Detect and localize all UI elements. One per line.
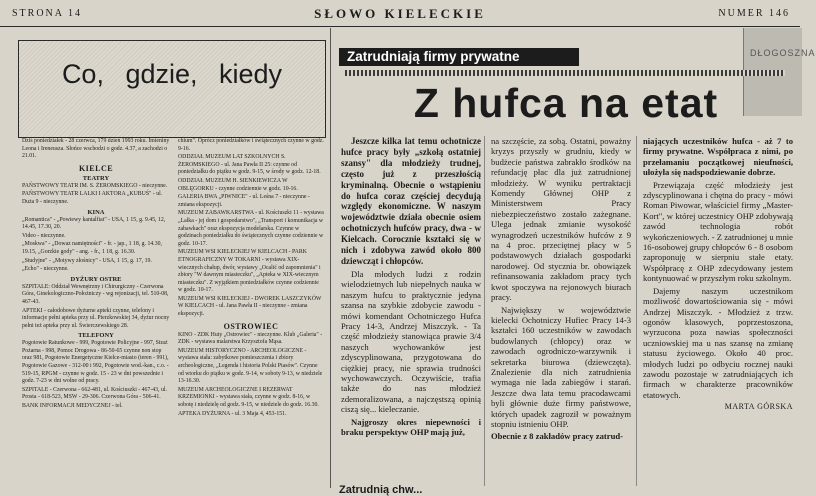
listing-item: Video - nieczynne. [22,232,66,239]
listings-header-box [18,40,326,138]
article-author: MARTA GÓRSKA [724,402,793,412]
article-paragraph: niających uczestników hufca - aż 7 to firmy prywatne. Współpraca z nimi, po przełamaniu początkowej nieufności, ułożyła się nadspodziewanie dobrze. [643,136,793,178]
article-paragraph: na szczęście, za sobą. Ostatni, poważny kryzys przyszły w grudniu, kiedy w budżecie państwa zabrakło środków na refundację płac dla już zatrudnionej młodzieży. W wyniku pertraktacji Komendy Głównej OHP z Ministerstwem Pracy niebezpieczeństwo zostało zażegnane. Ulega jednak zmianie wysokość wynagrodzeń uczestników hufców z 9 na 4 proc. przeciętnej płacy w 5 podstawowych działach gospodarki narodowej. Od stycznia br. obowiązek refinansowania zakładom pracy tych kwot spoczywa na rejonowych biurach pracy. [491,136,631,303]
section-dyzury: DYŻURY OSTRE [70,275,122,283]
article-paragraph: Największy w województwie kielecki Ochotniczy Hufiec Pracy 14-3 kształci 160 uczestników w zawodach budowlanych (chłopcy) oraz w zawodach ogrodniczo-warzywnik i sekretarka biurowa (dziewczęta). Znalezienie dla nich zatrudnienia wymaga nie lada zabiegów i starań. Jeszcze dwa lata temu pracodawcami byli głównie duże firmy państwowe, których upadek zagroził w poważnym stopniu istnieniu OHP. [491,304,631,429]
section-teatry: TEATRY [82,174,110,182]
article-column-3 [643,136,793,411]
listing-item: GALERIA BWA „PIWNICE" - ul. Leśna 7 - nieczynne - zmiana ekspozycji. [178,194,310,208]
listing-item: PAŃSTWOWY TEATR IM. S. ŻEROMSKIEGO - nieczynne. [22,182,168,189]
article-kicker: Zatrudniają firmy prywatne [339,48,579,66]
article-paragraph: Przewiązaja część młodzieży jest zdyscyplinowana i chętna do pracy - mówi Roman Piwowar, właściciel firmy „Master-Kort", w której uczestnicy OHP zdobywają zawód technologia robót wykończeniowych. - Z zatrudnionej u mnie 16-osobowej grupy chłopców 6 - 8 osobom zaproponuję w sierpniu stałe etaty. Współpracę z OHP zdecydowany jestem kontynuować w przyszłym roku szkolnym. [643,179,793,284]
listing-item: MUZEUM WSI KIELECKIEJ - DWOREK LASZCZYKÓW W KIELCACH - ul. Jana Pawła II - nieczynne - zmiana ekspozycji. [178,295,322,318]
next-article-headline: Zatrudnią chw... [339,484,423,496]
listing-item: „Studyjne" - „Motywy złośnicy" - USA, 1 15, g. 17, 19. [22,257,152,264]
article-paragraph: Dajemy naszym uczestnikom możliwość dowartościowania się - mówi Andrzej Miszczyk. - Młodzież z trzw. ogonów klasowych, poprzestoszona, wyrzucona poza nawias społeczności uczniowskiej ma u nas szansę na zmianę statusu życiowego. Około 40 proc. młodych ludzi po odbyciu rocznej nauki zawodu pozostaje w zatrudniających ich firmach w charakterze pracowników etatowych. [643,285,793,400]
listing-item: MUZEUM HISTORYCZNO - ARCHEOLOGICZNE - wystawa stała: zabytkowe pomieszczenia i zbiory archeologiczne, „Legenda i historia Polski Piasów". Czynne od wtorku do piątku w godz. 9-14, w soboty 9-13, w niedziele 13-16.30. [178,347,323,385]
listing-item: ODDZIAŁ MUZEUM H. SIENKIEWICZA W OBLĘGORKU - czynne codziennie w godz. 10-16. [178,177,298,192]
section-kielce: KIELCE [78,163,114,173]
column-divider [636,136,637,486]
column-divider [484,136,485,486]
article-paragraph: Dla młodych ludzi z rodzin wielodzietnych lub niepełnych nauka w naszym hufcu to praktycznie jedyna szansa na szybkie zdobycie zawodu - mówi komendant Ochotniczego Hufca Pracy 14-3, Andrzej Miszczyk. - Ta część młodzieży stanowiąca prawie 3/4 naszych wychowanków jest zdyscyplinowana, przygotowana do ciężkiej pracy, nie sprawia trudności wychowawczych. Oczywiście, trafia także do nas młodzież zdemoralizowana, a najczęstszą opinią ciszą się... kieleczanie. [341,268,481,415]
page-number: STRONA 14 [12,8,82,19]
listings-subcolumn-1 [22,138,170,412]
article-title: Z hufca na etat [413,80,719,126]
article-lead: Jeszcze kilka lat temu ochotnicze hufce pracy były „szkołą ostatniej szansy" dla młodzieży trudnej, często już z przeszłością kryminalną. Obecnie o wstąpieniu do hufca coraz częściej decydują względy ekonomiczne. W naszym województwie działa obecnie osiem ochotniczych hufców pracy, dwa - w Kielcach. Corocznie kształci się w nich i zdobywa zawód około 800 dziewcząt i chłopców. [341,136,481,266]
listings-subcolumn-2 [178,138,324,419]
article-column-2 [491,136,631,444]
listing-item: SZPITALE: Oddział Wewnętrzny i Chirurgiczny - Czerwona Góra, Ginekologiczno-Położniczy - wg rejonizacji, tel. 510-08, 467-43. [22,283,169,305]
listing-item: KINO - ZDK Huty „Ostrowiec" - nieczynne. Klub „Galeria" - ZDK - wystawa malarstwa Krzysztofa Mąsa. [178,331,323,346]
article-paragraph: Obecnie z 8 zakładów pracy zatrud- [491,431,623,442]
article-paragraph: Najgroszy okres niepewności i braku perspektyw OHP mają już, [341,416,481,437]
section-ostrowiec: OSTROWIEC [223,321,279,331]
newspaper-title: SŁOWO KIELECKIE [314,6,486,21]
listing-item: Pogotowie Ratunkowe - 999, Pogotowie Policyjne - 997, Straż Pożarna - 998, Pomoc Drogowa - 86-50-65 czynne non stop oraz 981, Pogotowie Energetyczne Kielce-miasto (teren - 991), Pogotowie Gazowe - 312-00 i 992, Pogotowie wod.-kan., c.o. - 519-15, RPGM - czynne w godz. 15 - 23 w dni powszednie i godz. 7-23 w dni wolne od pracy. [22,340,169,385]
section-kina: KINA [87,208,105,216]
page-header [0,0,800,27]
listing-item: SZPITALE - Czerwona - 662-481, ul. Kościuszki - 467-43, ul. Prosta - 618-523, MSW - 29-306. Czerwona Góra - 506-41. [22,386,167,401]
listing-item: PAŃSTWOWY TEATR LALKI I AKTORA „KUBUŚ" - ul. Duża 9 - nieczynne. [22,191,163,205]
listing-item: MUZEUM ARCHEOLOGICZNE I REZERWAT KRZEMIONKI - wystawa stała, czynne w godz. 8-16, w sobotę i niedzielę od godz. 9-15, w niedziele do godz. 16.30. [178,386,319,408]
section-telefony: TELEFONY [78,332,114,340]
listing-item: „Echo" - nieczynne. [22,266,69,273]
listing-item: APTEKA DYŻURNA - ul. 3 Maja 4, 453-151. [178,410,287,417]
issue-number: NUMER 146 [718,8,790,19]
article [330,28,816,496]
intro-text: Dziś poniedziałek - 28 czerwca, 179 dzień 1993 roku. Imieniny Leona i Ireneusza. Słońce wschodzi o godz. 4.37, a zachodzi o 21.01. [22,138,170,160]
listing-item: ODDZIAŁ MUZEUM LAT SZKOLNYCH S. ŻEROMSKIEGO - ul. Jana Pawła II 25: czynne od poniedziałku do piątku w godz. 9-15, w środy w godz. 12-18. [178,154,321,176]
listings-column [0,28,325,488]
article-column-1 [341,136,481,439]
decorative-stripe [345,70,785,76]
listing-item: chium". Oprócz poniedziałków i świątecznych czynne w godz. 9-16. [178,138,324,152]
listing-item: „Romantica" - „Powiewy kantalfiat" - USA, 1 15, g. 9.45, 12, 14.45, 17.30, 20. [22,216,166,231]
side-banner-label: DŁOGOSZNA [750,48,816,58]
listing-item: MUZEUM WSI KIELECKIEJ W KIELCACH - PARK ETNOGRAFICZNY W TOKARNI - wystawa XIX-wiecznych chałup, dwór, wystawy „Ocalić od zapomnienia" i zbiory "W dawnym miasteczku", „Apteka w XIX-wiecznym miasteczku". Z wyjątkiem poniedziałków czynne codziennie w godz. 10-17. [178,249,321,294]
listing-item: „Moskwa" - „Dowaz namiętności" - fr. - jap., 1 18, g. 14.30, 19.15, „Gorzkie gody" - ang. - fr., 1 18, g. 16.30. [22,241,162,255]
listing-item: MUZEUM ZABAWKARSTWA - ul. Kościuszki 11 - wystawa „Lalka - jej dom i gospodarstwo", „Transport i komunikacja w zabawkach" oraz ekspozycja modelarska. Czynne w godzinach poniedziałku do świątecznych czynne codziennie w godz. 10-17. [178,210,324,247]
listing-item: BANK INFORMACJI MEDYCZNEJ - tel. [22,403,123,410]
listing-item: APTEKI - całodobowe dyżurne apteki czynne, telefony i informacje pełni apteka przy ul. Pierzkowskiej 34, dyżur nocny pełni też apteka przy ul. Świerczewskiego 28. [22,307,170,329]
listings-title: Co, gdzie, kiedy [61,59,283,89]
